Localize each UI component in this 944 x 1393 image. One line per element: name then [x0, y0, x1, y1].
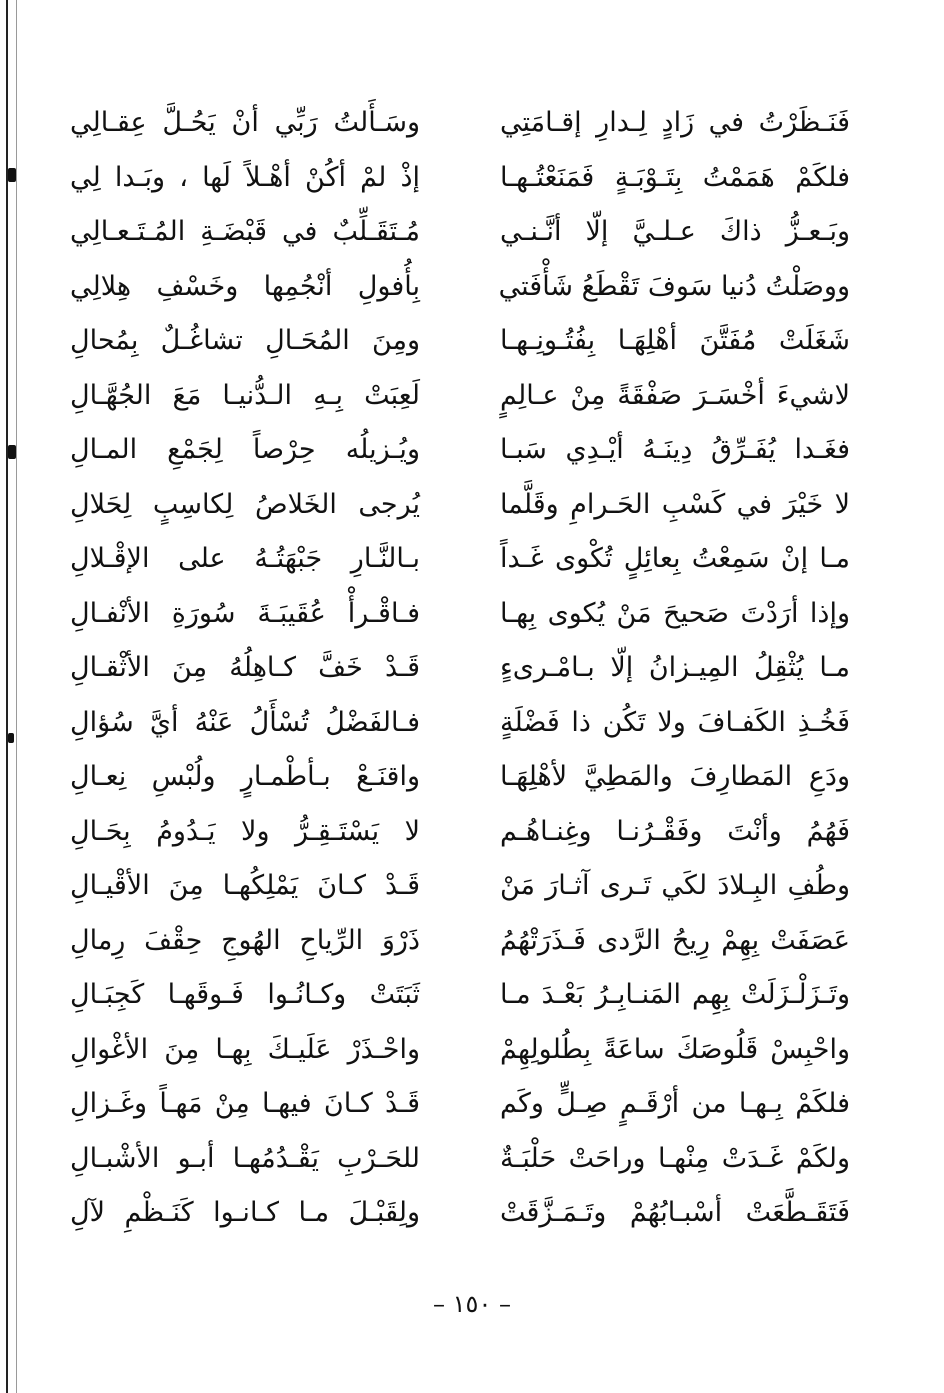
- verse-row: [70, 696, 850, 751]
- second-hemistich: فـالفَضْلُ تُسْأَلُ عَنْهُ أيَّ سُؤالِ: [70, 706, 420, 738]
- second-hemistich: للحَـرْبِ يَقْـدُمُهـا أبـو الأشْبـالِ: [70, 1142, 420, 1174]
- second-hemistich: بـالنَّـارِ جَبْهَتُـهُ على الإقْـلالِ: [70, 543, 420, 575]
- binder-hole-mark: [8, 168, 16, 182]
- second-hemistich: وسَـأَلتُ رَبِّي أنْ يَحُـلَّ عِقـالِي: [70, 107, 420, 139]
- second-hemistich: واقنَـعْ بـأطْمـارٍ ولُبْسِ نِعـالِ: [70, 761, 420, 793]
- page-number: – ١٥٠ –: [433, 1290, 511, 1318]
- poem-verses: [70, 96, 850, 1241]
- second-hemistich: بِأُفولِ أنْجُمِها وخَسْفِ هِلالِي: [70, 270, 420, 302]
- second-hemistich: مُـتَقَـلِّبٌ في قَبْضَـةِ المُـتَـعـالِي: [70, 216, 420, 248]
- verse-row: [70, 641, 850, 696]
- verse-row: [70, 859, 850, 914]
- first-hemistich: ودَعِ المَطارِفَ والمَطِيَّ لأهْلِهَـا: [500, 761, 850, 793]
- second-hemistich: ولِقَبْـلَ مـا كـانـوا كَنَـظْمِ لآلِ: [70, 1197, 420, 1229]
- first-hemistich: فَهُمُ وأنْتَ وفَقْـرُنـا وغِنـاهُـم: [500, 815, 850, 847]
- second-hemistich: ويُـزيلُه حِرْصاً لِجَمْعِ المـالِ: [70, 434, 420, 466]
- first-hemistich: لاشيءَ أخْسَـرَ صَفْقَةً مِنْ عـالِمٍ: [500, 379, 850, 411]
- verse-row: [70, 1077, 850, 1132]
- verse-row: [70, 369, 850, 424]
- verse-row: [70, 1023, 850, 1078]
- verse-row: [70, 968, 850, 1023]
- second-hemistich: قَـدْ كـانَ يَمْلِكُهـا مِنَ الأقْيـالِ: [70, 870, 420, 902]
- binder-hole-mark: [8, 445, 16, 459]
- first-hemistich: مـا إنْ سَمِعْتُ بِعائِلٍ تُكْوى غَـداً: [500, 543, 850, 575]
- second-hemistich: إذْ لمْ أكُنْ أهْـلاً لَها ، وبَـدا لِي: [70, 161, 420, 193]
- verse-row: [70, 314, 850, 369]
- first-hemistich: واحْبِسْ قَلُوصَكَ ساعَةً بِطُلولِهِمْ: [500, 1033, 850, 1065]
- verse-row: [70, 1186, 850, 1241]
- verse-row: [70, 260, 850, 315]
- first-hemistich: وبَـعـزُّ ذاكَ عـلـيَّ إلّا أنَّـنـي: [500, 216, 850, 248]
- verse-row: [70, 914, 850, 969]
- first-hemistich: شَغَلَتْ مُفَتَّنَ أهْلِهَـا بِفُتُـونِـهـا: [500, 325, 850, 357]
- first-hemistich: وطُفِ البِـلادَ لكَي تَـرى آثـارَ مَنْ: [500, 870, 850, 902]
- verse-row: [70, 805, 850, 860]
- scan-edge-line-thin: [16, 0, 17, 1393]
- first-hemistich: مـا يُثْقِلُ المِيـزانُ إلّا بـامْـرىءٍ: [500, 652, 850, 684]
- second-hemistich: فـاقْـرأْ عُقَيبَـةَ سُورَةِ الأنْفـالِ: [70, 597, 420, 629]
- first-hemistich: فَنَـظَرْتُ في زَادٍ لِـدارِ إقـامَتِي: [500, 107, 850, 139]
- first-hemistich: ولكَمْ غَـدَتْ مِنْهـا وراحَتْ حَلْبَـةٌ: [500, 1142, 850, 1174]
- first-hemistich: فلكَمْ بِـهـا من أرْقَـمٍ صِـلٍّ وكَم: [500, 1088, 850, 1120]
- verse-row: [70, 205, 850, 260]
- verse-row: [70, 423, 850, 478]
- second-hemistich: يُرجى الخَلاصُ لِكاسِبٍ لِحَلالِ: [70, 488, 420, 520]
- second-hemistich: لا يَسْتَـقِـرُّ ولا يَـدُومُ بِحَـالِ: [70, 815, 420, 847]
- second-hemistich: ذَرْوَ الرِّياحِ الهُوجِ حِقْفَ رِمالِ: [70, 924, 420, 956]
- first-hemistich: وإذا أرَدْتَ صَحيحَ مَنْ يُكوى بِهـا: [500, 597, 850, 629]
- first-hemistich: عَصَفَتْ بِهِمْ رِيحُ الرَّدى فَـذَرَتْهُمُ: [500, 924, 850, 956]
- second-hemistich: ثَبَتَتْ وكـانُـوا فَـوقَهـا كَجِبَـالِ: [70, 979, 420, 1011]
- second-hemistich: لَعِبَتْ بِـهِ الـدُّنيـا مَعَ الجُهَّـالِ: [70, 379, 420, 411]
- verse-row: [70, 96, 850, 151]
- first-hemistich: فغَـدا يُفَـرِّقُ دِينَـهُ أيْـدِي سَبـا: [500, 434, 850, 466]
- first-hemistich: فلكَمْ هَمَمْتُ بِتَـوْبَـةٍ فَمَنَعْتُـهـا: [500, 161, 850, 193]
- first-hemistich: وتَـزَلْـزَلَتْ بِهِم المَنـابِـرُ بَعْـدَ مـا: [500, 979, 850, 1011]
- second-hemistich: واحْـذَرْ عَلَيـكَ بِهـا مِنَ الأغْوالِ: [70, 1033, 420, 1065]
- verse-row: [70, 750, 850, 805]
- verse-row: [70, 1132, 850, 1187]
- verse-row: [70, 587, 850, 642]
- binder-hole-mark: [8, 733, 14, 743]
- first-hemistich: لا خَيْرَ في كَسْبِ الحَـرامِ وقَلَّما: [500, 488, 850, 520]
- first-hemistich: فَخُـذِ الكَفـافَ ولا تَكُن ذا فَضْلَةٍ: [500, 706, 850, 738]
- first-hemistich: ووصَلْتُ دُنيا سَوفَ تَقْطَعُ شَأْفَتي: [498, 270, 850, 302]
- second-hemistich: ومِنَ المُحَـالِ تشاغُـلٌ بِمُحالِ: [70, 325, 420, 357]
- verse-row: [70, 532, 850, 587]
- second-hemistich: قَـدْ كـانَ فيهـا مِنْ مَهـاً وغَـزالِ: [70, 1088, 420, 1120]
- verse-row: [70, 478, 850, 533]
- second-hemistich: قَـدْ خَفَّ كـاهِلُهُ مِنَ الأثْقـالِ: [70, 652, 420, 684]
- first-hemistich: فَتَقَـطَّعَتْ أسْبـابُهُمْ وتَـمَـزَّقَتْ: [500, 1197, 850, 1229]
- scan-edge-line: [6, 0, 8, 1393]
- verse-row: [70, 151, 850, 206]
